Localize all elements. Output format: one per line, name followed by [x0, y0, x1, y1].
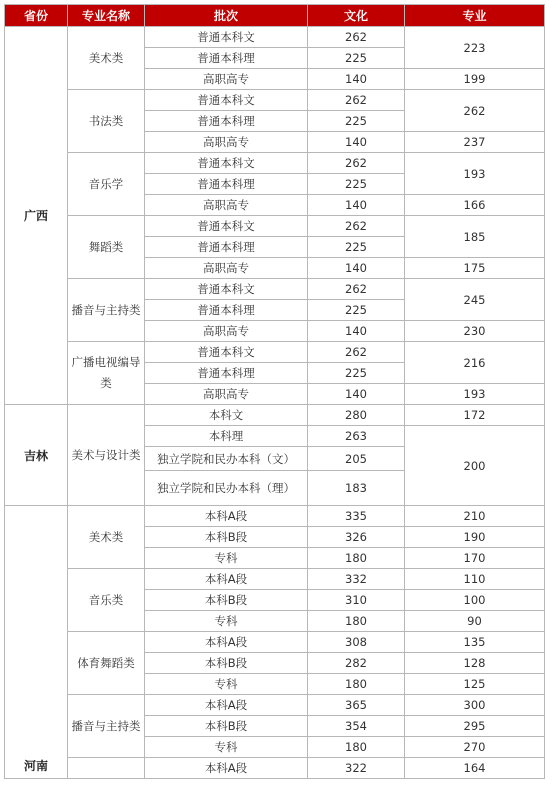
- culture-cell: 262: [308, 342, 405, 363]
- batch-cell: 高职高专: [145, 69, 308, 90]
- batch-cell: 普通本科文: [145, 279, 308, 300]
- culture-cell: 140: [308, 132, 405, 153]
- culture-cell: 225: [308, 237, 405, 258]
- header-major-score: 专业: [405, 5, 545, 27]
- major-score-cell: 223: [405, 27, 545, 69]
- batch-cell: 普通本科文: [145, 90, 308, 111]
- table-row: [5, 279, 545, 300]
- major-score-cell: 193: [405, 384, 545, 405]
- table-row: [5, 506, 545, 527]
- header-culture: 文化: [308, 5, 405, 27]
- batch-cell: 普通本科理: [145, 363, 308, 384]
- culture-cell: 262: [308, 279, 405, 300]
- batch-cell: 本科理: [145, 426, 308, 447]
- major-cell: 播音与主持类: [68, 279, 145, 342]
- major-score-cell: 170: [405, 548, 545, 569]
- major-score-cell: 245: [405, 279, 545, 321]
- batch-cell: 专科: [145, 674, 308, 695]
- score-table: [4, 4, 545, 779]
- province-cell: 广西: [5, 27, 68, 405]
- culture-cell: 225: [308, 174, 405, 195]
- batch-cell: 高职高专: [145, 132, 308, 153]
- culture-cell: 225: [308, 111, 405, 132]
- culture-cell: 332: [308, 569, 405, 590]
- batch-cell: 独立学院和民办本科（理）: [145, 471, 308, 506]
- table-row: [5, 153, 545, 174]
- major-score-cell: 295: [405, 716, 545, 737]
- major-cell: [68, 758, 145, 779]
- major-score-cell: 262: [405, 90, 545, 132]
- major-score-cell: 200: [405, 426, 545, 506]
- major-cell: 体育舞蹈类: [68, 632, 145, 695]
- culture-cell: 282: [308, 653, 405, 674]
- batch-cell: 本科B段: [145, 527, 308, 548]
- score-table-wrapper: [4, 4, 553, 779]
- culture-cell: 140: [308, 321, 405, 342]
- culture-cell: 280: [308, 405, 405, 426]
- batch-cell: 高职高专: [145, 195, 308, 216]
- major-score-cell: 166: [405, 195, 545, 216]
- table-row: [5, 342, 545, 363]
- batch-cell: 普通本科文: [145, 216, 308, 237]
- major-score-cell: 135: [405, 632, 545, 653]
- batch-cell: 普通本科理: [145, 237, 308, 258]
- culture-cell: 140: [308, 69, 405, 90]
- batch-cell: 专科: [145, 611, 308, 632]
- major-score-cell: 164: [405, 758, 545, 779]
- major-cell: 舞蹈类: [68, 216, 145, 279]
- culture-cell: 140: [308, 195, 405, 216]
- batch-cell: 本科A段: [145, 758, 308, 779]
- culture-cell: 183: [308, 471, 405, 506]
- major-score-cell: 172: [405, 405, 545, 426]
- culture-cell: 205: [308, 447, 405, 471]
- major-score-cell: 230: [405, 321, 545, 342]
- major-score-cell: 125: [405, 674, 545, 695]
- major-cell: 音乐学: [68, 153, 145, 216]
- culture-cell: 322: [308, 758, 405, 779]
- table-row: [5, 569, 545, 590]
- major-score-cell: 193: [405, 153, 545, 195]
- culture-cell: 180: [308, 548, 405, 569]
- major-score-cell: 128: [405, 653, 545, 674]
- culture-cell: 262: [308, 153, 405, 174]
- batch-cell: 普通本科理: [145, 174, 308, 195]
- culture-cell: 180: [308, 737, 405, 758]
- major-score-cell: 210: [405, 506, 545, 527]
- batch-cell: 专科: [145, 737, 308, 758]
- batch-cell: 高职高专: [145, 258, 308, 279]
- major-cell: 美术类: [68, 27, 145, 90]
- header-batch: 批次: [145, 5, 308, 27]
- major-score-cell: 300: [405, 695, 545, 716]
- batch-cell: 普通本科理: [145, 111, 308, 132]
- culture-cell: 262: [308, 90, 405, 111]
- culture-cell: 180: [308, 611, 405, 632]
- batch-cell: 高职高专: [145, 321, 308, 342]
- batch-cell: 普通本科文: [145, 153, 308, 174]
- culture-cell: 225: [308, 300, 405, 321]
- culture-cell: 140: [308, 258, 405, 279]
- major-score-cell: 90: [405, 611, 545, 632]
- culture-cell: 262: [308, 216, 405, 237]
- culture-cell: 308: [308, 632, 405, 653]
- major-score-cell: 100: [405, 590, 545, 611]
- culture-cell: 262: [308, 27, 405, 48]
- batch-cell: 本科A段: [145, 632, 308, 653]
- table-row: [5, 90, 545, 111]
- table-row: [5, 27, 545, 48]
- batch-cell: 本科A段: [145, 695, 308, 716]
- batch-cell: 普通本科文: [145, 27, 308, 48]
- batch-cell: 普通本科理: [145, 300, 308, 321]
- batch-cell: 本科B段: [145, 653, 308, 674]
- major-score-cell: 110: [405, 569, 545, 590]
- major-score-cell: 175: [405, 258, 545, 279]
- culture-cell: 140: [308, 384, 405, 405]
- culture-cell: 225: [308, 363, 405, 384]
- header-province: 省份: [5, 5, 68, 27]
- batch-cell: 本科文: [145, 405, 308, 426]
- batch-cell: 普通本科文: [145, 342, 308, 363]
- table-row: [5, 405, 545, 426]
- culture-cell: 310: [308, 590, 405, 611]
- major-score-cell: 216: [405, 342, 545, 384]
- major-cell: 美术与设计类: [68, 405, 145, 506]
- batch-cell: 高职高专: [145, 384, 308, 405]
- major-score-cell: 199: [405, 69, 545, 90]
- table-row: [5, 695, 545, 716]
- table-row: [5, 632, 545, 653]
- culture-cell: 335: [308, 506, 405, 527]
- culture-cell: 180: [308, 674, 405, 695]
- major-score-cell: 185: [405, 216, 545, 258]
- batch-cell: 普通本科理: [145, 48, 308, 69]
- culture-cell: 225: [308, 48, 405, 69]
- major-cell: 广播电视编导类: [68, 342, 145, 405]
- major-cell: 播音与主持类: [68, 695, 145, 758]
- batch-cell: 本科B段: [145, 716, 308, 737]
- province-cell: 吉林: [5, 405, 68, 506]
- culture-cell: 326: [308, 527, 405, 548]
- culture-cell: 263: [308, 426, 405, 447]
- culture-cell: 365: [308, 695, 405, 716]
- header-major-name: 专业名称: [68, 5, 145, 27]
- batch-cell: 独立学院和民办本科（文）: [145, 447, 308, 471]
- major-cell: 美术类: [68, 506, 145, 569]
- table-row: [5, 216, 545, 237]
- major-score-cell: 270: [405, 737, 545, 758]
- table-row: [5, 758, 545, 779]
- province-cell: 河南: [5, 506, 68, 779]
- major-score-cell: 237: [405, 132, 545, 153]
- culture-cell: 354: [308, 716, 405, 737]
- major-cell: 音乐类: [68, 569, 145, 632]
- major-score-cell: 190: [405, 527, 545, 548]
- batch-cell: 专科: [145, 548, 308, 569]
- major-cell: 书法类: [68, 90, 145, 153]
- batch-cell: 本科A段: [145, 569, 308, 590]
- batch-cell: 本科A段: [145, 506, 308, 527]
- batch-cell: 本科B段: [145, 590, 308, 611]
